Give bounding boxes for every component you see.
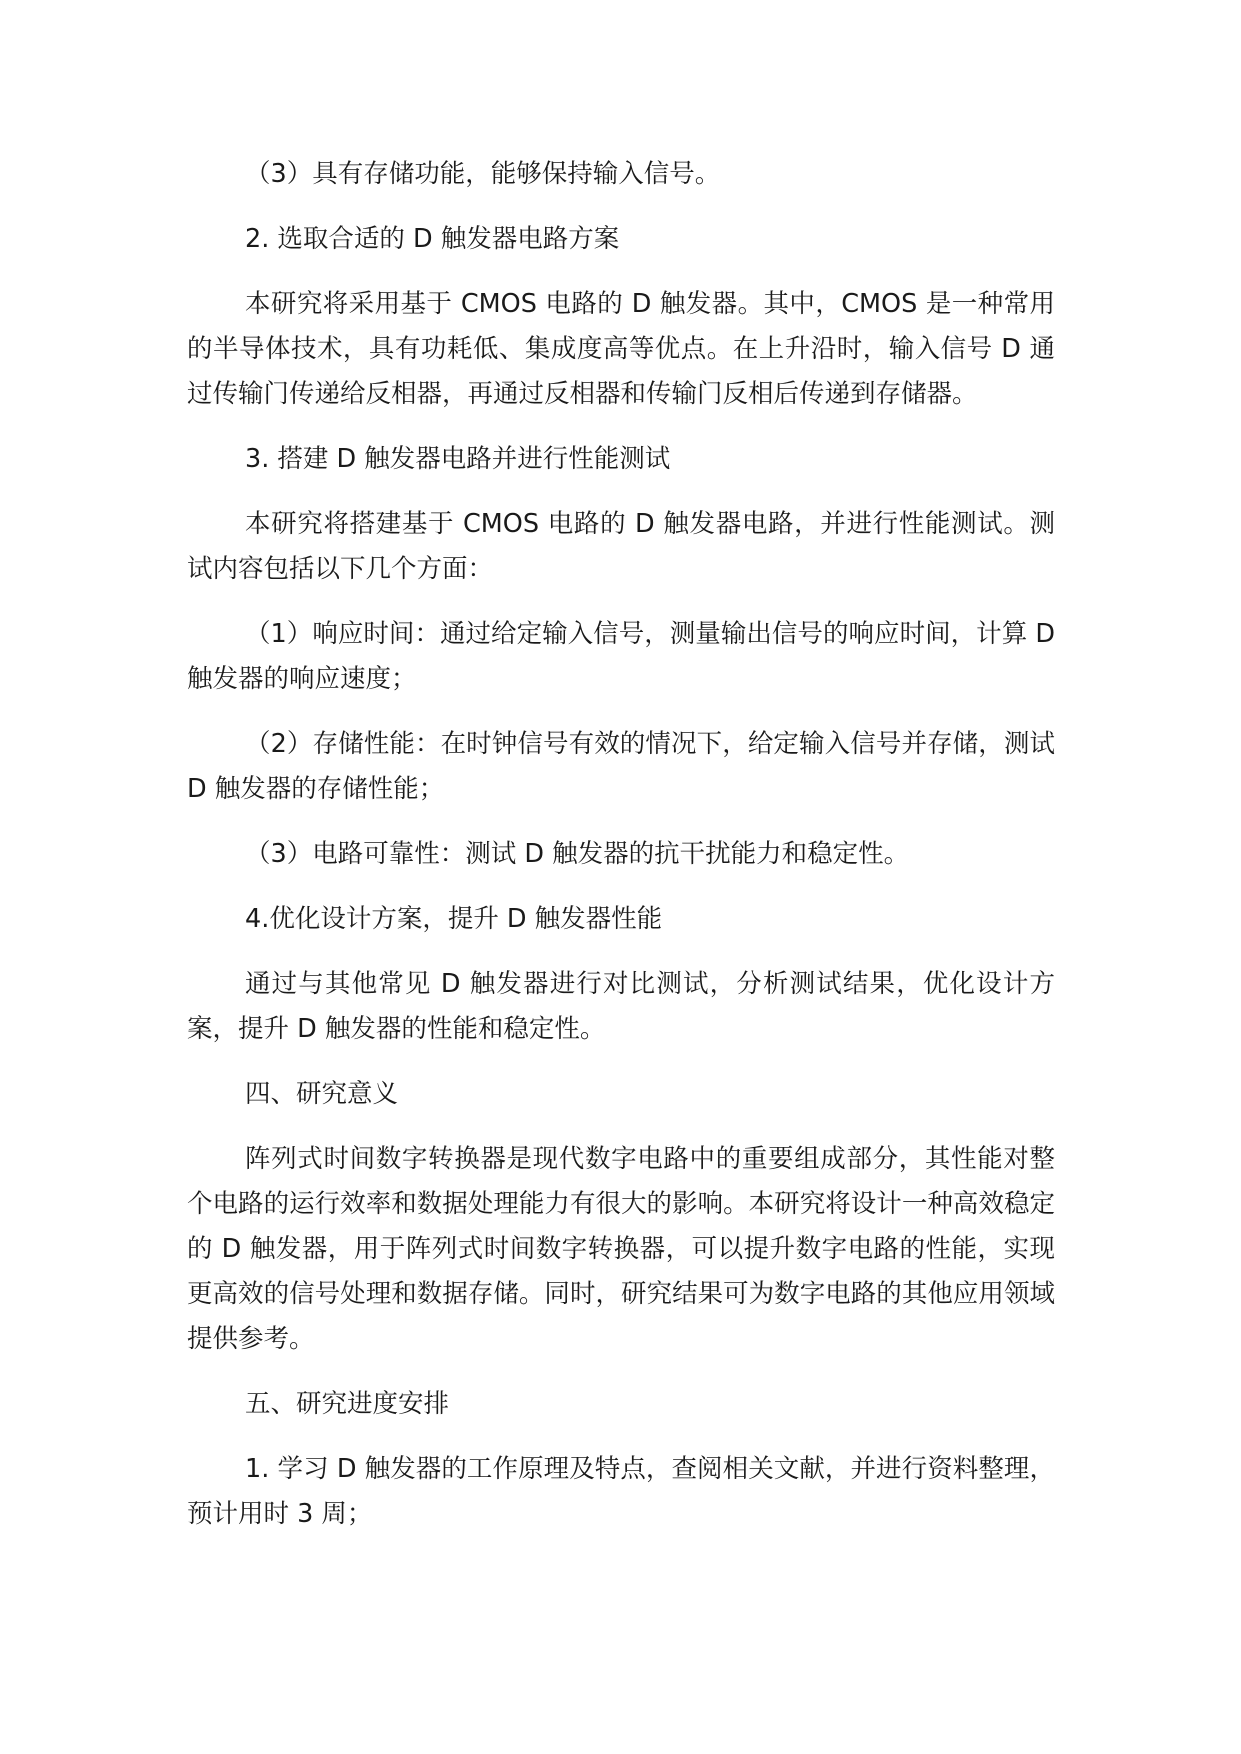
paragraph-significance: 阵列式时间数字转换器是现代数字电路中的重要组成部分，其性能对整个电路的运行效率和数据处理能力有很大的影响。本研究将设计一种高效稳定的 D 触发器，用于阵列式时间数字转换器，可以提升数字电路的性能，实现更高效的信号处理和数据存储。同时，研究结果可为数字电路的其他应用领域提供参考。 — [187, 1144, 1055, 1354]
list-item-response-time: （1）响应时间：通过给定输入信号，测量输出信号的响应时间，计算 D 触发器的响应速度； — [187, 619, 1055, 694]
paragraph-cmos-scheme: 本研究将采用基于 CMOS 电路的 D 触发器。其中，CMOS 是一种常用的半导体技术，具有功耗低、集成度高等优点。在上升沿时，输入信号 D 通过传输门传递给反相器，再通过反相器和传输门反相后传递到存储器。 — [187, 289, 1055, 409]
paragraph-storage-function: （3）具有存储功能，能够保持输入信号。 — [245, 159, 721, 189]
section-heading-significance: 四、研究意义 — [245, 1079, 399, 1109]
heading-optimize-design: 4.优化设计方案，提升 D 触发器性能 — [245, 904, 663, 934]
paragraph-optimize-design: 通过与其他常见 D 触发器进行对比测试，分析测试结果，优化设计方案，提升 D 触发器的性能和稳定性。 — [187, 969, 1055, 1044]
heading-select-circuit-scheme: 2. 选取合适的 D 触发器电路方案 — [245, 224, 620, 254]
list-item-reliability: （3）电路可靠性：测试 D 触发器的抗干扰能力和稳定性。 — [245, 839, 910, 869]
paragraph-test-intro: 本研究将搭建基于 CMOS 电路的 D 触发器电路，并进行性能测试。测试内容包括以下几个方面： — [187, 509, 1055, 584]
list-item-storage-performance: （2）存储性能：在时钟信号有效的情况下，给定输入信号并存储，测试 D 触发器的存储性能； — [187, 729, 1055, 804]
section-heading-schedule: 五、研究进度安排 — [245, 1389, 450, 1419]
paragraph-schedule-item-1: 1. 学习 D 触发器的工作原理及特点，查阅相关文献，并进行资料整理，预计用时 3 周； — [187, 1454, 1055, 1529]
document-body — [187, 152, 1055, 1537]
heading-build-and-test: 3. 搭建 D 触发器电路并进行性能测试 — [245, 444, 671, 474]
